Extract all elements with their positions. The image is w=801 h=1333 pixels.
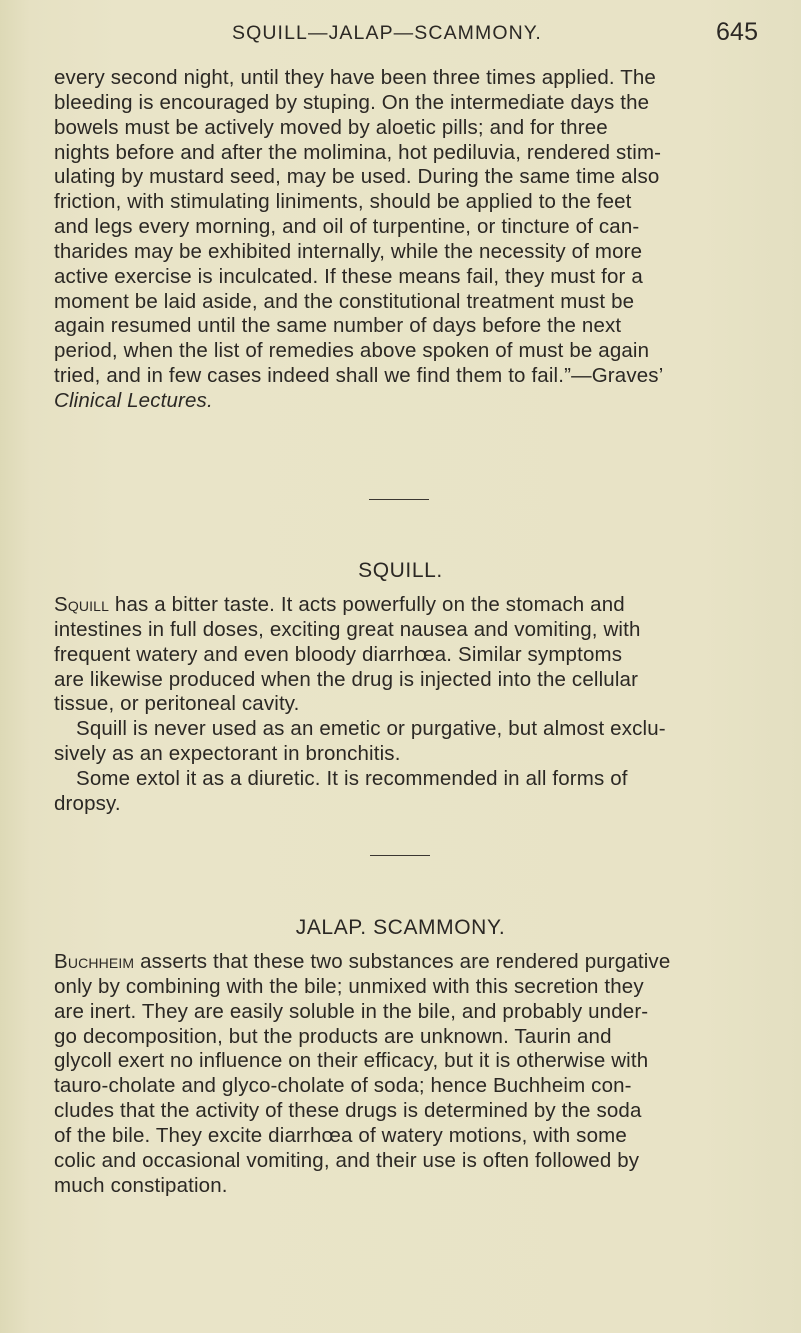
jalap-paragraph-line: much constipation. bbox=[54, 1173, 228, 1197]
intro-line: ulating by mustard seed, may be used. During the same time also bbox=[54, 165, 660, 189]
section-divider bbox=[369, 499, 429, 500]
jalap-section bbox=[54, 950, 756, 1198]
page-number: 645 bbox=[716, 18, 759, 46]
intro-line: bowels must be actively moved by aloetic pills; and for three bbox=[54, 115, 608, 139]
squill-paragraph-line: Squill has a bitter taste. It acts powerfully on the stomach and bbox=[54, 593, 625, 616]
squill-paragraph-line: tissue, or peritoneal cavity. bbox=[54, 692, 300, 716]
jalap-paragraph-line: colic and occasional vomiting, and their use is often followed by bbox=[54, 1148, 640, 1172]
squill-paragraph-line: Some extol it as a diuretic. It is recommended in all forms of bbox=[76, 766, 628, 790]
squill-paragraph-line: intestines in full doses, exciting great nausea and vomiting, with bbox=[54, 617, 641, 641]
intro-line: tharides may be exhibited internally, while the necessity of more bbox=[54, 239, 643, 263]
jalap-paragraph-line: Buchheim asserts that these two substances are rendered purgative bbox=[54, 950, 671, 973]
jalap-paragraph-line: are inert. They are easily soluble in the bile, and probably under- bbox=[54, 999, 649, 1023]
intro-paragraph bbox=[54, 66, 756, 414]
intro-line: active exercise is inculcated. If these means fail, they must for a bbox=[54, 264, 643, 288]
page-header bbox=[0, 18, 801, 48]
section-heading-squill: SQUILL. bbox=[358, 559, 443, 582]
intro-line: nights before and after the molimina, hot pediluvia, rendered stim- bbox=[54, 140, 662, 164]
jalap-paragraph-line: cludes that the activity of these drugs is determined by the soda bbox=[54, 1099, 642, 1123]
squill-paragraph-line: sively as an expectorant in bronchitis. bbox=[54, 742, 401, 766]
jalap-paragraph-line: glycoll exert no influence on their efficacy, but it is otherwise with bbox=[54, 1049, 649, 1073]
jalap-paragraph-line: of the bile. They excite diarrhœa of watery motions, with some bbox=[54, 1123, 627, 1147]
intro-line: tried, and in few cases indeed shall we find them to fail.”—Graves’ bbox=[54, 364, 664, 388]
citation: Clinical Lectures. bbox=[54, 388, 213, 412]
intro-line: moment be laid aside, and the constitutional treatment must be bbox=[54, 289, 635, 313]
intro-line: and legs every morning, and oil of turpentine, or tincture of can- bbox=[54, 215, 640, 239]
intro-line: friction, with stimulating liniments, should be applied to the feet bbox=[54, 190, 632, 214]
squill-paragraph-line: are likewise produced when the drug is injected into the cellular bbox=[54, 667, 639, 691]
squill-paragraph-line: Squill is never used as an emetic or purgative, but almost exclu- bbox=[76, 717, 666, 741]
squill-paragraph-line: dropsy. bbox=[54, 791, 121, 815]
squill-section bbox=[54, 593, 756, 817]
running-title: SQUILL—JALAP—SCAMMONY. bbox=[232, 22, 542, 44]
intro-line: again resumed until the same number of days before the next bbox=[54, 314, 622, 338]
section-heading-jalap: JALAP. SCAMMONY. bbox=[295, 916, 506, 939]
jalap-paragraph-line: only by combining with the bile; unmixed with this secretion they bbox=[54, 974, 644, 998]
lead-word: Buchheim bbox=[54, 950, 135, 973]
section-divider bbox=[370, 855, 430, 856]
jalap-paragraph-line: tauro-cholate and glyco-cholate of soda; hence Buchheim con- bbox=[54, 1074, 632, 1098]
intro-line: every second night, until they have been three times applied. The bbox=[54, 66, 656, 89]
jalap-paragraph-line: go decomposition, but the products are unknown. Taurin and bbox=[54, 1024, 612, 1048]
intro-line: period, when the list of remedies above spoken of must be again bbox=[54, 339, 650, 363]
intro-line: bleeding is encouraged by stuping. On the intermediate days the bbox=[54, 90, 650, 114]
squill-paragraph-line: frequent watery and even bloody diarrhœa. Similar symptoms bbox=[54, 642, 623, 666]
lead-word: Squill bbox=[54, 593, 110, 616]
